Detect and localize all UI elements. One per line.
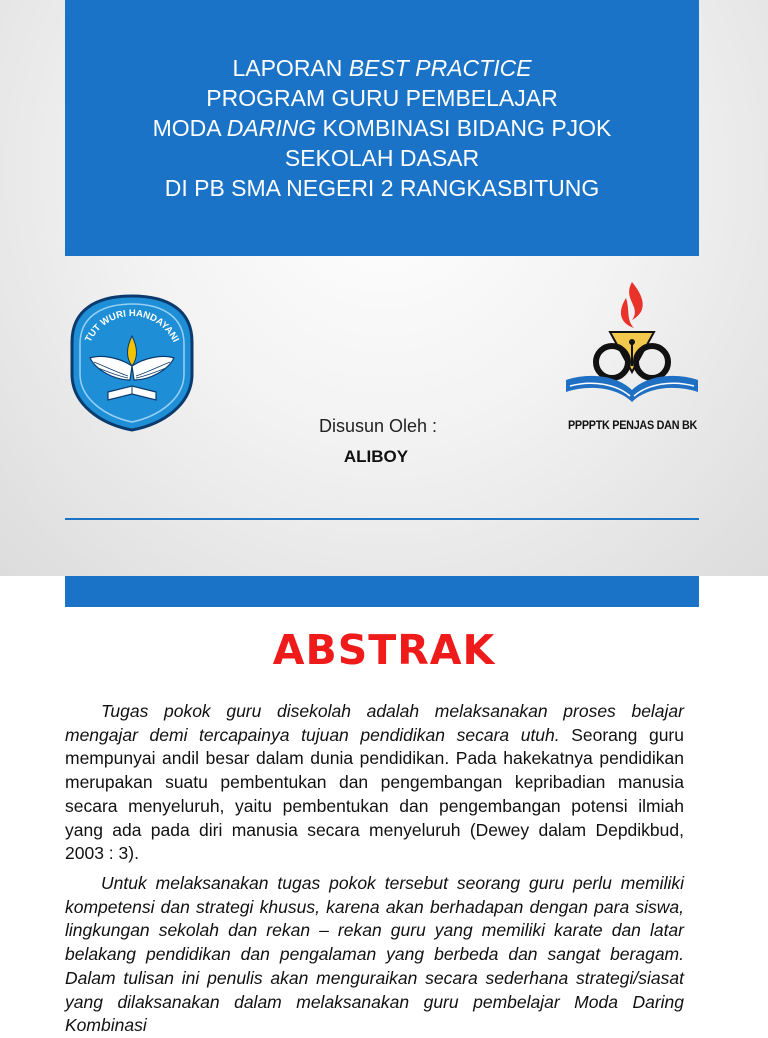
title-line-5: DI PB SMA NEGERI 2 RANGKASBITUNG xyxy=(164,175,600,201)
header-band xyxy=(65,576,699,607)
abstract-paragraph-2: Untuk melaksanakan tugas pokok tersebut seorang guru perlu memiliki kompetensi dan strategi khusus, karena akan berhadapan dengan para siswa, lingkungan sekolah dan rekan – rekan guru yang memiliki karate dan latar belakang pendidikan dan pengalaman yang berbeda dan sangat beragam. Dalam tulisan ini penulis akan menguraikan secara sederhana strategi/siasat yang dilaksanakan dalam melaksanakan guru pembelajar Moda Daring Kombinasi xyxy=(65,873,684,1036)
author-name: ALIBOY xyxy=(343,447,409,466)
divider-rule xyxy=(65,518,699,520)
tut-wuri-arc-text: TUT WURI HANDAYANI xyxy=(83,307,181,345)
abstract-paragraph-1: Tugas pokok guru disekolah adalah melaksanakan proses belajar mengajar demi tercapainya tujuan pendidikan secara utuh. Seorang guru mempunyai andil besar dalam dunia pendidikan. Pada hakekatnya pendidikan merupakan suatu pembentukan dan pengembangan kepribadian manusia secara menyeluruh, yaitu pembentukan dan pengembangan potensi ilmiah yang ada pada diri manusia secara menyeluruh (Dewey dalam Depdikbud, 2003 : 3). xyxy=(65,701,684,864)
abstract-page xyxy=(0,576,768,1036)
abstract-heading: ABSTRAK xyxy=(272,626,496,674)
title-line-4: SEKOLAH DASAR xyxy=(284,145,480,171)
title-line-3: MODA DARING KOMBINASI BIDANG PJOK xyxy=(152,115,612,141)
tut-wuri-handayani-logo xyxy=(68,292,196,432)
title-line-2: PROGRAM GURU PEMBELAJAR xyxy=(206,85,558,111)
ppppptk-caption: PPPPTK PENJAS DAN BK xyxy=(567,418,698,432)
title-line-1: LAPORAN BEST PRACTICE xyxy=(232,55,532,81)
author-label: Disusun Oleh : xyxy=(318,416,438,436)
title-box xyxy=(65,0,699,256)
